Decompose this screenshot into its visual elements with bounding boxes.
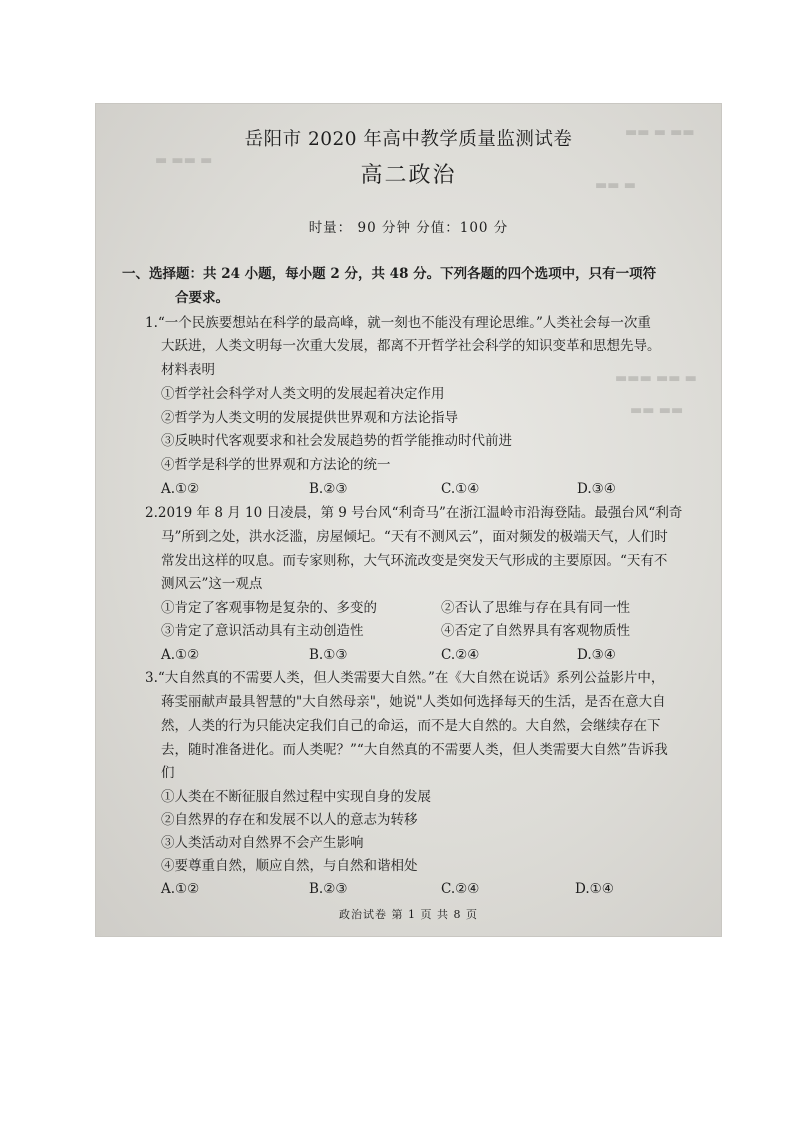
q1-stem: 大跃进，人类文明每一次重大发展，都离不开哲学社会科学的知识变革和思想先导。 <box>161 338 661 354</box>
q2-choice-b: B.①③ <box>309 647 348 663</box>
q3-stem: 3.“大自然真的不需要人类，但人类需要大自然。”在《大自然在说话》系列公益影片中， <box>145 670 665 686</box>
q3-statement: ④要尊重自然，顺应自然，与自然和谐相处 <box>161 858 418 874</box>
q3-choice-c: C.②④ <box>441 881 480 897</box>
q1-statement: ①哲学社会科学对人类文明的发展起着决定作用 <box>161 386 445 402</box>
q1-choice-b: B.②③ <box>309 481 348 497</box>
q3-stem: 们 <box>161 765 175 781</box>
q3-stem: 蒋雯丽献声最具智慧的"大自然母亲"，她说"人类如何选择每天的生活，是否在意大自 <box>161 694 666 710</box>
section-heading-cont: 合要求。 <box>175 290 229 306</box>
q3-statement: ③人类活动对自然界不会产生影响 <box>161 835 364 851</box>
q1-stem: 材料表明 <box>161 362 215 378</box>
q2-stem: 测风云”这一观点 <box>161 576 263 592</box>
q2-stem: 2.2019 年 8 月 10 日凌晨，第 9 号台风“利奇马”在浙江温岭市沿海登陆。最强台风“利奇 <box>145 505 683 521</box>
q3-stem: 然，人类的行为只能决定我们自己的命运，而不是大自然的。大自然，会继续存在下 <box>161 718 661 734</box>
q2-stem: 常发出这样的叹息。而专家则称，大气环流改变是突发天气形成的主要原因。“天有不 <box>161 553 668 569</box>
bleed-through-text: ▬▬ ▬ <box>595 178 636 193</box>
exam-title: 岳阳市 2020 年高中教学质量监测试卷 <box>244 129 573 150</box>
q1-choice-a: A.①② <box>161 481 200 497</box>
section-heading: 一、选择题：共 24 小题，每小题 2 分，共 48 分。下列各题的四个选项中，只有一项符 <box>122 266 657 282</box>
bleed-through-text: ▬▬ ▬ ▬▬ <box>625 125 695 140</box>
q1-choice-d: D.③④ <box>577 481 616 497</box>
q2-statement: ④否定了自然界具有客观物质性 <box>441 623 630 639</box>
page-footer: 政治试卷 第 1 页 共 8 页 <box>339 908 478 921</box>
q1-stem: 1.“一个民族要想站在科学的最高峰，就一刻也不能没有理论思维。”人类社会每一次重 <box>145 315 651 331</box>
q3-stem: 去，随时准备进化。而人类呢？”“大自然真的不需要人类，但人类需要大自然”告诉我 <box>161 742 668 758</box>
q2-statement: ③肯定了意识活动具有主动创造性 <box>161 623 364 639</box>
q3-statement: ②自然界的存在和发展不以人的意志为转移 <box>161 812 418 828</box>
exam-page-photo <box>95 103 722 937</box>
q3-choice-a: A.①② <box>161 881 200 897</box>
q1-statement: ④哲学是科学的世界观和方法论的统一 <box>161 457 391 473</box>
q2-stem: 马”所到之处，洪水泛滥，房屋倾圮。“天有不测风云”，面对频发的极端天气，人们时 <box>161 529 668 545</box>
q2-statement: ①肯定了客观事物是复杂的、多变的 <box>161 600 377 616</box>
q3-choice-d: D.①④ <box>575 881 614 897</box>
q1-statement: ③反映时代客观要求和社会发展趋势的哲学能推动时代前进 <box>161 433 512 449</box>
exam-subject: 高二政治 <box>360 163 457 188</box>
q2-choice-a: A.①② <box>161 647 200 663</box>
q2-choice-c: C.②④ <box>441 647 480 663</box>
q3-statement: ①人类在不断征服自然过程中实现自身的发展 <box>161 789 431 805</box>
q2-choice-d: D.③④ <box>577 647 616 663</box>
q1-statement: ②哲学为人类文明的发展提供世界观和方法论指导 <box>161 410 458 426</box>
bleed-through-text: ▬ ▬▬ ▬ <box>155 153 213 168</box>
q1-choice-c: C.①④ <box>441 481 480 497</box>
q3-choice-b: B.②③ <box>309 881 348 897</box>
q2-statement: ②否认了思维与存在具有同一性 <box>441 600 630 616</box>
bleed-through-text: ▬▬▬ ▬▬ ▬ <box>615 371 697 386</box>
bleed-through-text: ▬▬ ▬▬ <box>630 403 684 418</box>
exam-time-score: 时量： 90 分钟 分值：100 分 <box>308 220 509 236</box>
